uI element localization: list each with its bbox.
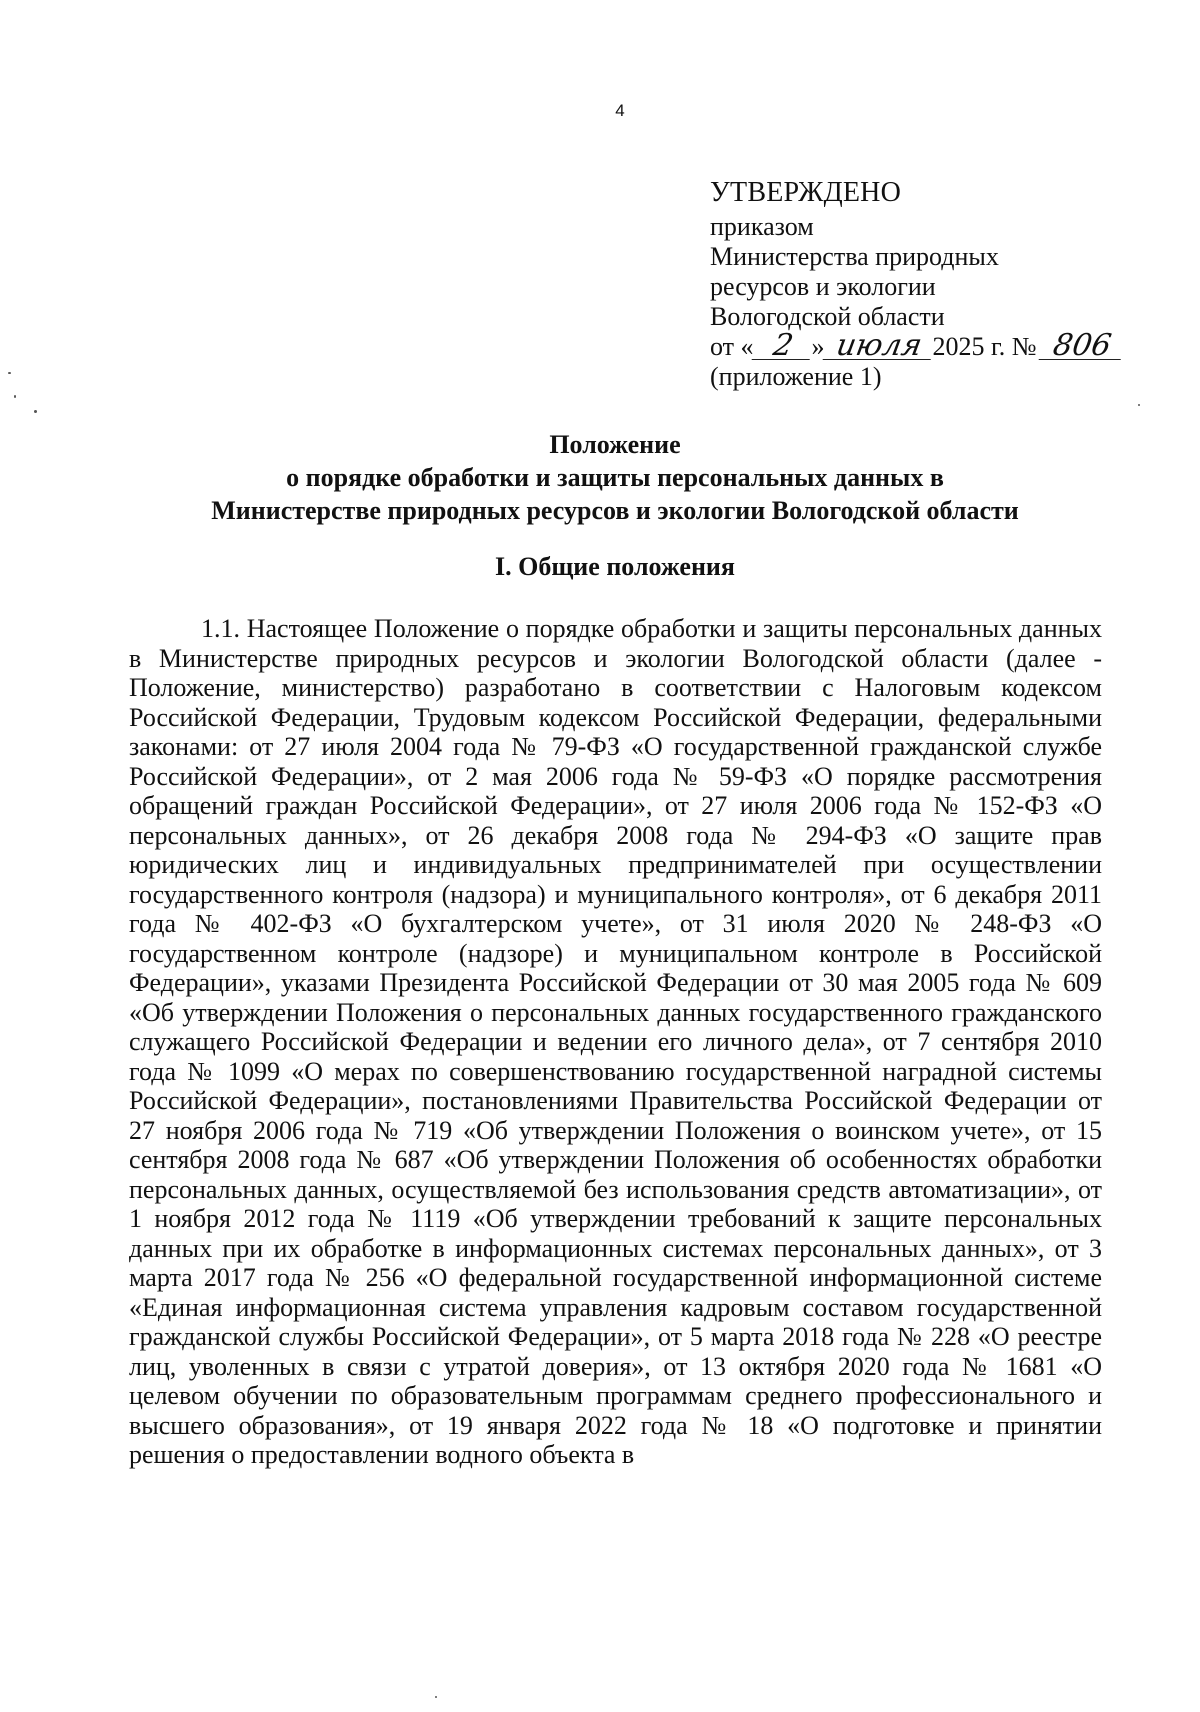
- document-title: [130, 428, 1100, 527]
- approval-stamp-block: [710, 178, 1150, 392]
- approval-annex: (приложение 1): [710, 362, 882, 391]
- scan-speck: [435, 1696, 437, 1698]
- approval-heading: УТВЕРЖДЕНО: [710, 177, 902, 208]
- date-suffix: 2025 г. №: [932, 332, 1037, 361]
- approval-line-region: Вологодской области: [710, 302, 945, 331]
- scan-speck: [8, 372, 11, 374]
- handwritten-month: июля: [822, 333, 935, 360]
- approval-line-resources: ресурсов и экологии: [710, 272, 936, 301]
- title-line-2: о порядке обработки и защиты персональных данных в: [286, 463, 944, 492]
- page-number: 4: [615, 101, 625, 120]
- approval-line-ministry: Министерства природных: [710, 242, 999, 271]
- scan-speck: [1138, 404, 1140, 406]
- scan-speck: [14, 395, 16, 398]
- section-heading: I. Общие положения: [495, 552, 735, 581]
- scan-speck: [34, 410, 37, 413]
- title-line-3: Министерстве природных ресурсов и экологии Вологодской области: [211, 496, 1019, 525]
- date-prefix: от «: [710, 332, 754, 361]
- handwritten-day: 2: [751, 333, 814, 360]
- approval-date-line: [710, 328, 1150, 363]
- handwritten-order-number: 806: [1038, 333, 1125, 360]
- date-mid: »: [811, 332, 825, 361]
- approval-line-order: приказом: [710, 212, 814, 241]
- paragraph-1-1: 1.1. Настоящее Положение о порядке обработки и защиты персональных данных в Министерстве природных ресурсов и экологии Вологодской области (далее - Положение, министерство) разработано в соответствии с Налоговым кодексом Российской Федерации, Трудовым кодексом Российской Федерации, федеральными законами: от 27 июля 2004 года № 79-ФЗ «О государственной гражданской службе Российской Федерации», от 2 мая 2006 года № 59-ФЗ «О порядке рассмотрения обращений граждан Российской Федерации», от 27 июля 2006 года № 152-ФЗ «О персональных данных», от 26 декабря 2008 года № 294-ФЗ «О защите прав юридических лиц и индивидуальных предпринимателей при осуществлении государственного контроля (надзора) и муниципального контроля», от 6 декабря 2011 года № 402-ФЗ «О бухгалтерском учете», от 31 июля 2020 № 248-ФЗ «О государственном контроле (надзоре) и муниципальном контроле в Российской Федерации», указами Президента Российской Федерации от 30 мая 2005 года № 609 «Об утверждении Положения о персональных данных государственного гражданского служащего Российской Федерации и ведении его личного дела», от 7 сентября 2010 года № 1099 «О мерах по совершенствованию государственной наградной системы Российской Федерации», постановлениями Правительства Российской Федерации от 27 ноября 2006 года № 719 «Об утверждении Положения о воинском учете», от 15 сентября 2008 года № 687 «Об утверждении Положения об особенностях обработки персональных данных, осуществляемой без использования средств автоматизации», от 1 ноября 2012 года № 1119 «Об утверждении требований к защите персональных данных при их обработке в информационных системах персональных данных», от 3 марта 2017 года № 256 «О федеральной государственной информационной системе «Единая информационная система управления кадровым составом государственной гражданской службы Российской Федерации», от 5 марта 2018 года № 228 «О реестре лиц, уволенных в связи с утратой доверия», от 13 октября 2020 года № 1681 «О целевом обучении по образовательным программам среднего профессионального и высшего образования», от 19 января 2022 года № 18 «О подготовке и принятии решения о предоставлении водного объекта в: [129, 614, 1102, 1469]
- title-line-1: Положение: [549, 430, 681, 459]
